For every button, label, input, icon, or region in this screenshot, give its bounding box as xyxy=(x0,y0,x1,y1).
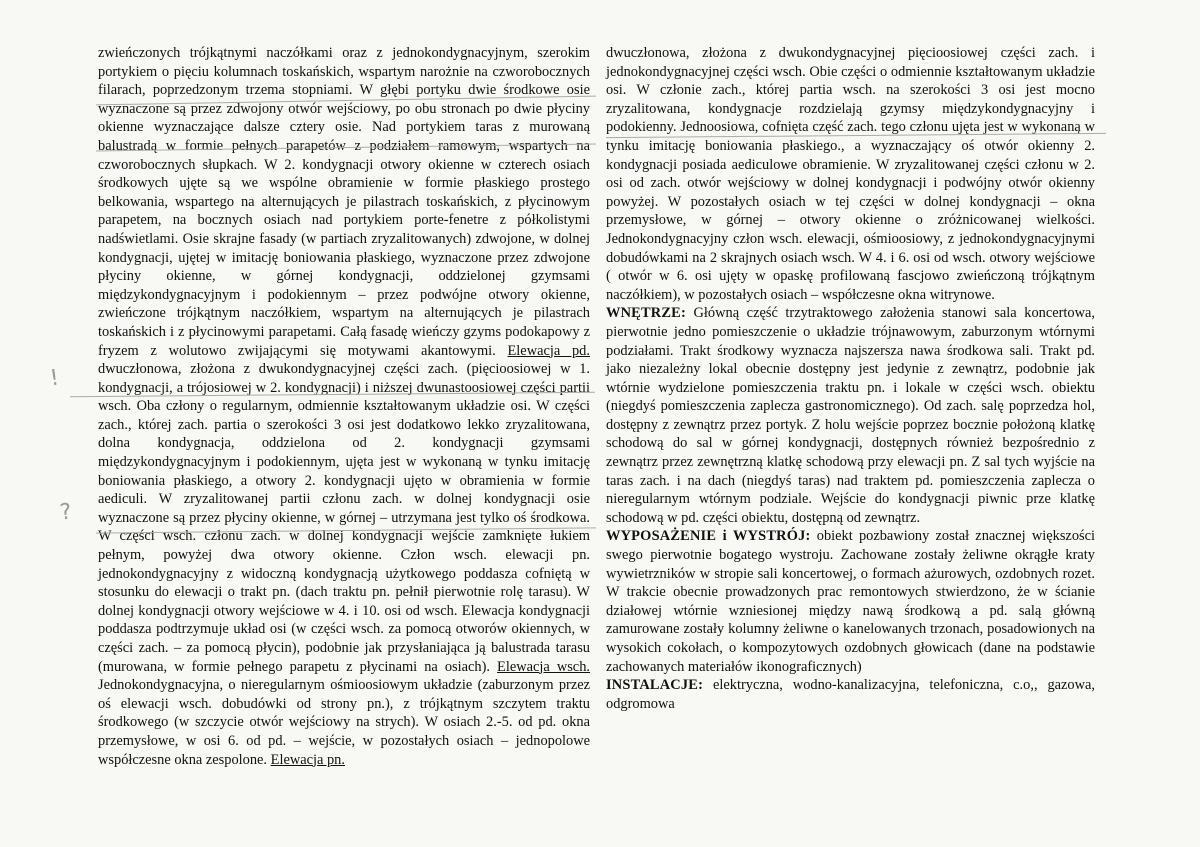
instalacje-label: INSTALACJE: xyxy=(606,677,704,694)
wnetrze-text: Główną część trzytraktowego założenia stanowi sala koncertowa, pierwotnie jedno pomieszczenie o układzie trójnawowym, zaburzonym wtórnymi podziałami. Trakt środkowy wyznacza najszersza nawa środkowa sali. Trakt pd. jako niezależny lokal obecnie dostępny jest jedynie z zewnątrz, podobnie jak wtórnie wydzielone pomieszczenia traktu pn. i lokale w części wsch. obiektu (niegdyś pomieszczenia zaplecza gastronomicznego). Od zach. salę poprzedza hol, dostępny z zewnątrz przez portyk. Z holu wejście poprzez bocznie położoną klatkę schodową do sal w górnej kondygnacji, dostępnych również bezpośrednio z zewnątrz przez zewnętrzną klatkę schodową przy elewacji pn. Z sal tych wyjście na taras zach. i na dach (niegdyś taras) nad traktem pd. pomieszczenia zaplecza o nieregularnym wtórnym podziale. Wejście do kondygnacji piwnic prze klatkę schodową w pd. części obiektu, dostępną od zewnątrz. xyxy=(606,305,1095,526)
instalacje-paragraph xyxy=(606,676,1095,713)
heading-elewacja-pn: Elewacja pn. xyxy=(270,751,345,768)
instalacje-text: elektryczna, wodno-kanalizacyjna, telefoniczna, c.o,, gazowa, odgromowa xyxy=(606,677,1095,712)
margin-exclamation-mark: ! xyxy=(48,365,61,392)
heading-elewacja-pd: Elewacja pd. xyxy=(507,342,590,359)
facade-text: zwieńczonych trójkątnymi naczółkami oraz z jednokondygnacyjnym, szerokim portykiem o pięciu kolumnach toskańskich, wspartym narożnie na czworobocznych filarach, poprzedzonym trzema stopniami. W głębi portyku dwie środkowe osie wyznaczone są przez zdwojony otwór wejściowy, po obu stronach po dwie płyciny okienne wyznaczające dalsze cztery osie. Nad portykiem taras z murowaną balustradą w formie pełnych parapetów z podziałem ramowym, wspartych na czworobocznych słupkach. W 2. kondygnacji otwory okienne w czterech osiach środkowych ujęte są we wspólne obramienie w formie płaskiego prostego belkowania, wspartego na alternujących je pilastrach toskańskich, z płycinowym parapetem, na bocznych osiach nad portykiem porte-fenetre z półkolistymi nadświetlami. Osie skrajne fasady (w partiach zryzalitowanych) zdwojone, w dolnej kondygnacji, ujętej w imitację boniowania płaskiego, wyznaczone przez zdwojone płyciny okienne, w górnej kondygnacji, oddzielonej gzymsami międzykondygnacyjnym i podokiennym – przez podwójne otwory okienne, zwieńczone trójkątnym naczółkiem, wspartym na alternujących je pilastrach toskańskich i z płycinowymi parapetami. Całą fasadę wieńczy gzyms podokapowy z fryzem z wolutowo zwijającymi się motywami akantowymi. xyxy=(98,45,590,359)
elewacja-wsch-text: Jednokondygnacyjna, o nieregularnym ośmioosiowym układzie (zaburzonym przez oś elewacji wsch. dobudówki od strony pn.), z trójkątnym szczytem traktu środkowego (w szczycie otwór wejściowy na strych). W osiach 2.-5. od pd. okna przemysłowe, w osi 6. od pd. – wejście, w pozostałych osiach – jednopolowe współczesne okna zespolone. xyxy=(98,677,590,768)
left-text-column xyxy=(98,44,590,769)
wnetrze-label: WNĘTRZE: xyxy=(606,305,686,322)
elewacja-pn-paragraph: dwuczłonowa, złożona z dwukondygnacyjnej pięcioosiowej części zach. i jednokondygnacyjnej części wsch. Obie części o odmiennie kształtowanym układzie osi. W członie zach., której partia wsch. na szerokości 3 osi jest mocno zryzalitowana, kondygnacje rozdzielają gzymsy międzykondygnacyjny i podokienny. Jednoosiowa, cofnięta część zach. tego członu ujęta jest w wykonaną w tynku imitację boniowania płaskiego., a wyznaczający oś otwór okienny 2. kondygnacji posiada aediculowe obramienie. W zryzalitowanej części członu w 2. osi od zach. otwór wejściowy w dolnej kondygnacji i podwójny otwór okienny powyżej. W pozostałych osiach w tej części w dolnej kondygnacji – okna przemysłowe, w górnej – otwory okienne o zróżnicowanej wielkości. Jednokondygnacyjny człon wsch. elewacji, ośmioosiowy, z jednokondygnacyjnymi dobudówkami na 2 skrajnych osiach wsch. W 4. i 6. osi od wsch. otwory wejściowe ( otwór w 6. osi ujęty w opaskę profilowaną fascjowo zwieńczoną trójkątnym naczółkiem), w pozostałych osiach – współczesne okna witrynowe. xyxy=(606,45,1095,303)
right-text-column xyxy=(606,44,1095,713)
margin-question-mark: ? xyxy=(58,499,74,526)
wyposazenie-text: obiekt pozbawiony został znacznej większości swego pierwotnie bogatego wystroju. Zachowane zostały żeliwne okrągłe kraty wywietrzników w stropie sali koncertowej, o formach ażurowych, ozdobnych rozet. W trakcie obecnie prowadzonych prac remontowych stwierdzono, że w ścianie działowej wtórnie wzniesionej między nawą środkową a pd. salą główną zamurowane zostały kolumny żeliwne o kanelowanych trzonach, posadowionych na wysokich cokołach, o kompozytowych ozdobnych głowicach (dane na podstawie zachowanych materiałów ikonograficznych) xyxy=(606,528,1096,675)
wyposazenie-paragraph xyxy=(606,527,1095,676)
wyposazenie-label: WYPOSAŻENIE i WYSTRÓJ: xyxy=(606,528,811,545)
elewacja-pd-text: dwuczłonowa, złożona z dwukondygnacyjnej części zach. (pięcioosiowej w 1. kondygnacji, a trójosiowej w 2. kondygnacji) i niższej dwunastoosiowej części partii wsch. Oba człony o regularnym, odmiennie kształtowanym układzie osi. W części zach., której zach. partia o szerokości 3 osi jest dodatkowo lekko zryzalitowana, dolna kondygnacja, oddzielona od 2. kondygnacji gzymsami międzykondygnacyjnym i podokiennym, ujęta jest w wykonaną w tynku imitację boniowania płaskiego, a otwory 2. kondygnacji ujęto w obramienia w formie aediculi. W zryzalitowanej partii członu zach. w dolnej kondygnacji osie wyznaczone są przez płyciny okienne, w górnej – utrzymana jest tylko oś środkowa. W części wsch. członu zach. w dolnej kondygnacji wejście zamknięte łukiem pełnym, powyżej dwa otwory okienne. Człon wsch. elewacji pn. jednokondygnacyjny z widoczną kondygnacją użytkowego poddasza cofniętą w stosunku do elewacji o trakt pn. (dach traktu pn. pełnił pierwotnie rolę tarasu). W dolnej kondygnacji otwory wejściowe w 4. i 10. osi od wsch. Elewacja kondygnacji poddasza podtrzymuje układ osi (w części wsch. za pomocą otworów okiennych, w części zach. – za pomocą płycin), podobnie jak przysłaniająca ją balustrada tarasu (murowana, w formie pełnego parapetu z płycinami na osiach). xyxy=(98,361,590,675)
heading-elewacja-wsch: Elewacja wsch. xyxy=(497,658,590,675)
facade-description-paragraph xyxy=(98,44,590,769)
wnetrze-paragraph xyxy=(606,304,1095,527)
